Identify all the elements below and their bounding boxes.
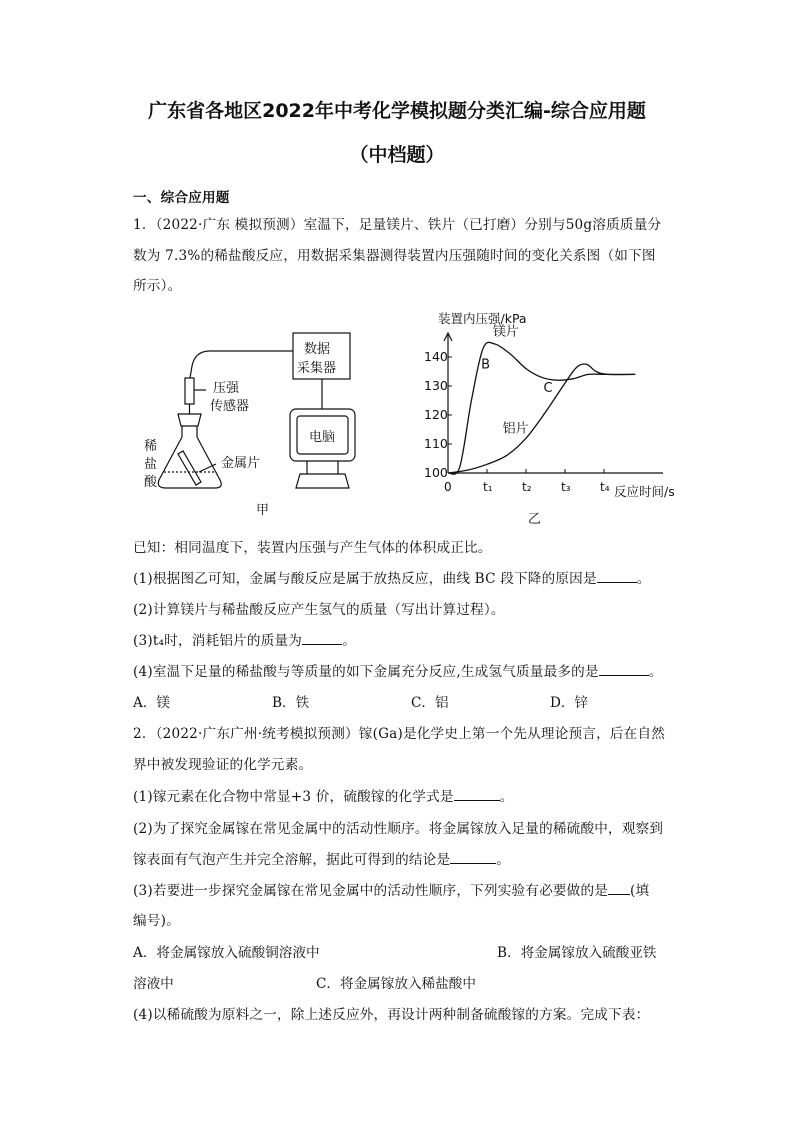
caption-yi: 乙 bbox=[528, 512, 542, 527]
label-acid-3: 酸 bbox=[144, 475, 158, 490]
q2-part4: (4)以稀硫酸为原料之一，除上述反应外，再设计两种制备硫酸镓的方案。完成下表： bbox=[133, 1007, 650, 1023]
q1-option-c: C．铝 bbox=[411, 695, 449, 711]
q2-stem-line2: 界中被发现验证的化学元素。 bbox=[133, 757, 313, 773]
series-line-mg bbox=[448, 342, 635, 474]
series-label-mg: 镁片 bbox=[492, 324, 519, 340]
q2-part3-line1: (3)若要进一步探究金属镓在常见金属中的活动性顺序，下列实验有必要做的是 (填 bbox=[133, 883, 650, 899]
x-tick-label: t₁ bbox=[483, 480, 493, 494]
q1-option-d: D．锌 bbox=[550, 695, 589, 711]
section-heading: 一、综合应用题 bbox=[133, 190, 230, 206]
y-tick-label: 140 bbox=[424, 349, 448, 364]
q1-stem-line1: 1．（2022·广东 模拟预测）室温下，足量镁片、铁片（已打磨）分别与50g溶质质量分 bbox=[133, 217, 662, 233]
page-subtitle: （中档题） bbox=[349, 144, 445, 166]
q2-option-b-cont: 溶液中 bbox=[133, 976, 174, 992]
q2-part2-line1: (2)为了探究金属镓在常见金属中的活动性顺序。将金属镓放入足量的稀硫酸中，观察到 bbox=[133, 821, 664, 837]
y-tick-label: 110 bbox=[424, 436, 448, 451]
caption-jia: 甲 bbox=[256, 503, 270, 518]
point-label-b: B bbox=[481, 357, 491, 373]
x-tick-label: 0 bbox=[444, 480, 452, 494]
q1-known: 已知：相同温度下，装置内压强与产生气体的体积成正比。 bbox=[133, 540, 492, 556]
q1-stem-line3: 所示）。 bbox=[133, 278, 182, 294]
label-acid-2: 盐 bbox=[144, 457, 158, 472]
label-collector2: 采集器 bbox=[297, 361, 337, 376]
label-sensor1: 压强 bbox=[213, 381, 240, 396]
point-label-c: C bbox=[543, 380, 553, 396]
label-collector1: 数据 bbox=[304, 342, 331, 357]
chart-ylabel: 装置内压强/kPa bbox=[438, 311, 527, 326]
q2-option-a: A．将金属镓放入硫酸铜溶液中 bbox=[133, 945, 320, 961]
figure-chart bbox=[408, 305, 698, 530]
q2-option-c: C．将金属镓放入稀盐酸中 bbox=[316, 976, 476, 992]
x-tick-label: t₃ bbox=[561, 480, 571, 494]
series-label-al: 铝片 bbox=[502, 421, 529, 437]
q1-option-b: B．铁 bbox=[272, 695, 310, 711]
label-computer: 电脑 bbox=[309, 430, 336, 445]
q2-part2-line2: 镓表面有气泡产生并完全溶解，据此可得到的结论是 。 bbox=[133, 852, 511, 868]
q1-option-a: A．镁 bbox=[133, 695, 171, 711]
y-tick-label: 100 bbox=[424, 465, 448, 480]
figure-apparatus bbox=[140, 326, 365, 521]
q1-part4: (4)室温下足量的稀盐酸与等质量的如下金属充分反应,生成氢气质量最多的是 。 bbox=[133, 664, 663, 680]
series-line-al bbox=[448, 364, 635, 473]
q2-stem-line1: 2．（2022·广东广州·统考模拟预测）镓(Ga)是化学史上第一个先从理论预言，后在自然 bbox=[133, 726, 666, 742]
q1-part3: (3)t₄时，消耗铝片的质量为 。 bbox=[133, 633, 356, 649]
x-tick-label: t₂ bbox=[522, 480, 532, 494]
label-acid-1: 稀 bbox=[144, 439, 158, 454]
chart-xlabel: 反应时间/s bbox=[614, 484, 675, 499]
q1-part2: (2)计算镁片与稀盐酸反应产生氢气的质量（写出计算过程）。 bbox=[133, 602, 505, 618]
q1-stem-line2: 数为 7.3%的稀盐酸反应，用数据采集器测得装置内压强随时间的变化关系图（如下图 bbox=[133, 248, 656, 264]
y-tick-label: 120 bbox=[424, 407, 448, 422]
label-metal: 金属片 bbox=[221, 456, 261, 471]
y-tick-label: 130 bbox=[424, 378, 448, 393]
label-sensor2: 传感器 bbox=[210, 399, 250, 414]
q1-part1: (1)根据图乙可知，金属与酸反应是属于放热反应，曲线 BC 段下降的原因是 。 bbox=[133, 571, 651, 587]
x-tick-label: t₄ bbox=[600, 480, 610, 494]
q2-part1: (1)镓元素在化合物中常显+3 价，硫酸镓的化学式是 。 bbox=[133, 789, 514, 805]
q2-option-b: B．将金属镓放入硫酸亚铁 bbox=[497, 945, 657, 961]
page-title: 广东省各地区2022年中考化学模拟题分类汇编-综合应用题 bbox=[148, 100, 646, 122]
q2-part3-line2: 编号)。 bbox=[133, 913, 180, 929]
